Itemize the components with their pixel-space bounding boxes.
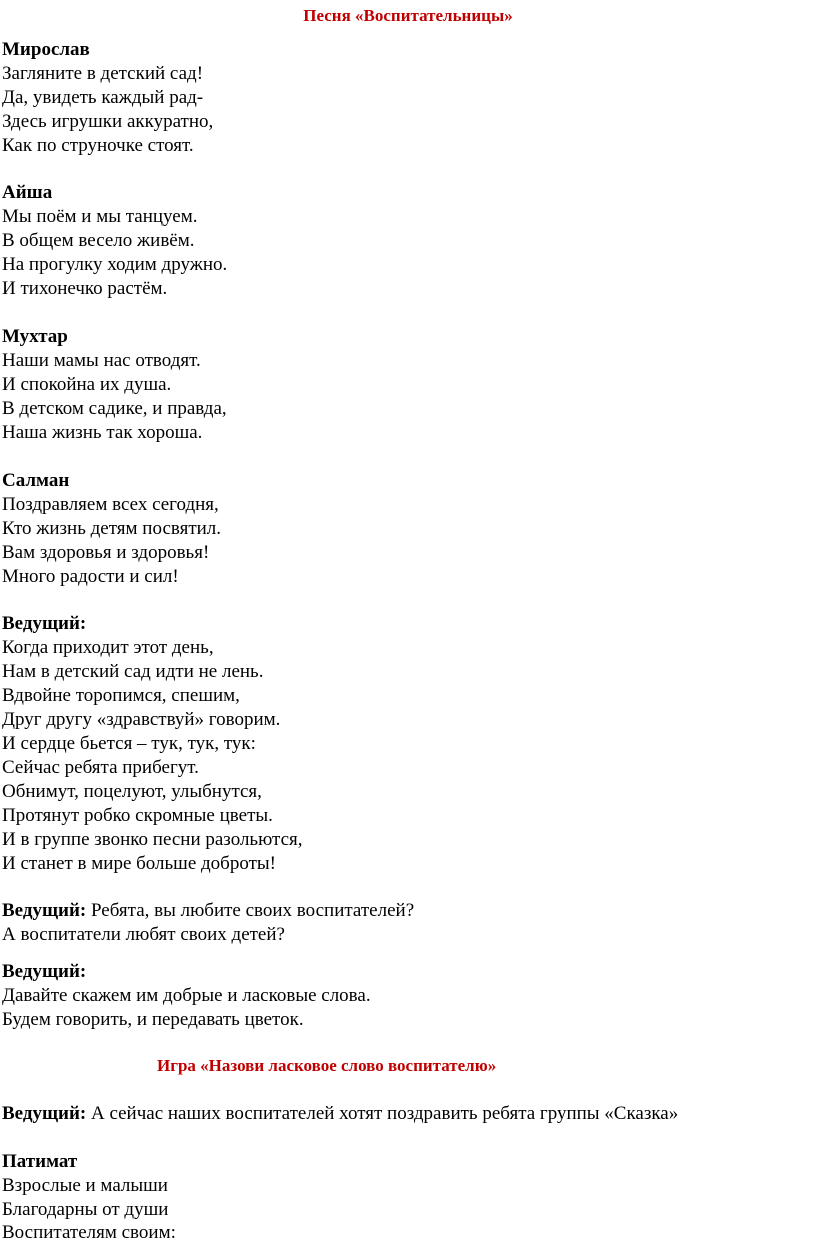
speaker-name: Айша <box>2 182 53 203</box>
speaker-name: Ведущий: <box>2 1103 87 1124</box>
verse-line: Да, увидеть каждый рад- <box>2 87 204 108</box>
verse-line: Нам в детский сад идти не лень. <box>2 661 264 682</box>
verse-line: Наша жизнь так хороша. <box>2 422 203 443</box>
verse-line: На прогулку ходим дружно. <box>2 254 228 275</box>
verse-line: Сейчас ребята прибегут. <box>2 757 199 778</box>
verse-line: И спокойна их душа. <box>2 374 172 395</box>
speaker-name: Мухтар <box>2 326 68 347</box>
verse-line: Вдвойне торопимся, спешим, <box>2 685 240 706</box>
verse-line: Воспитателям своим: <box>2 1222 176 1243</box>
dialog-line: А воспитатели любят своих детей? <box>2 924 285 945</box>
verse-line: И сердце бьется – тук, тук, тук: <box>2 733 256 754</box>
game-title: Игра «Назови ласковое слово воспитателю» <box>157 1056 497 1075</box>
verse-line: Кто жизнь детям посвятил. <box>2 518 222 539</box>
dialog-line <box>2 899 414 923</box>
verse-line: Обнимут, поцелуют, улыбнутся, <box>2 781 262 802</box>
speaker-name: Патимат <box>2 1151 78 1172</box>
verse-line: В общем весело живём. <box>2 230 195 251</box>
verse-line: Как по струночке стоят. <box>2 135 194 156</box>
dialog-text: Ребята, вы любите своих воспитателей? <box>86 900 415 921</box>
verse-line: Вам здоровья и здоровья! <box>2 542 210 563</box>
dialog-line <box>2 1102 678 1126</box>
verse-line: Наши мамы нас отводят. <box>2 350 201 371</box>
dialog-line: Будем говорить, и передавать цветок. <box>2 1009 304 1030</box>
speaker-name: Ведущий: <box>2 613 87 634</box>
dialog-line: Давайте скажем им добрые и ласковые слова. <box>2 985 371 1006</box>
verse-line: Благодарны от души <box>2 1199 169 1220</box>
verse-line: Загляните в детский сад! <box>2 63 204 84</box>
verse-line: Мы поём и мы танцуем. <box>2 206 198 227</box>
verse-line: Когда приходит этот день, <box>2 637 214 658</box>
speaker-name: Ведущий: <box>2 900 87 921</box>
speaker-name: Мирослав <box>2 39 90 60</box>
verse-line: Протянут робко скромные цветы. <box>2 805 273 826</box>
verse-line: И в группе звонко песни разольются, <box>2 829 303 850</box>
verse-line: Взрослые и малыши <box>2 1175 168 1196</box>
verse-line: И тихонечко растём. <box>2 278 168 299</box>
verse-line: Много радости и сил! <box>2 566 179 587</box>
verse-line: Здесь игрушки аккуратно, <box>2 111 214 132</box>
verse-line: В детском садике, и правда, <box>2 398 227 419</box>
song-title: Песня «Воспитательницы» <box>303 6 513 25</box>
verse-line: И станет в мире больше доброты! <box>2 853 276 874</box>
speaker-name: Салман <box>2 470 70 491</box>
speaker-name: Ведущий: <box>2 961 87 982</box>
verse-line: Поздравляем всех сегодня, <box>2 494 219 515</box>
verse-line: Друг другу «здравствуй» говорим. <box>2 709 281 730</box>
dialog-text: А сейчас наших воспитателей хотят поздравить ребята группы «Сказка» <box>86 1103 679 1124</box>
